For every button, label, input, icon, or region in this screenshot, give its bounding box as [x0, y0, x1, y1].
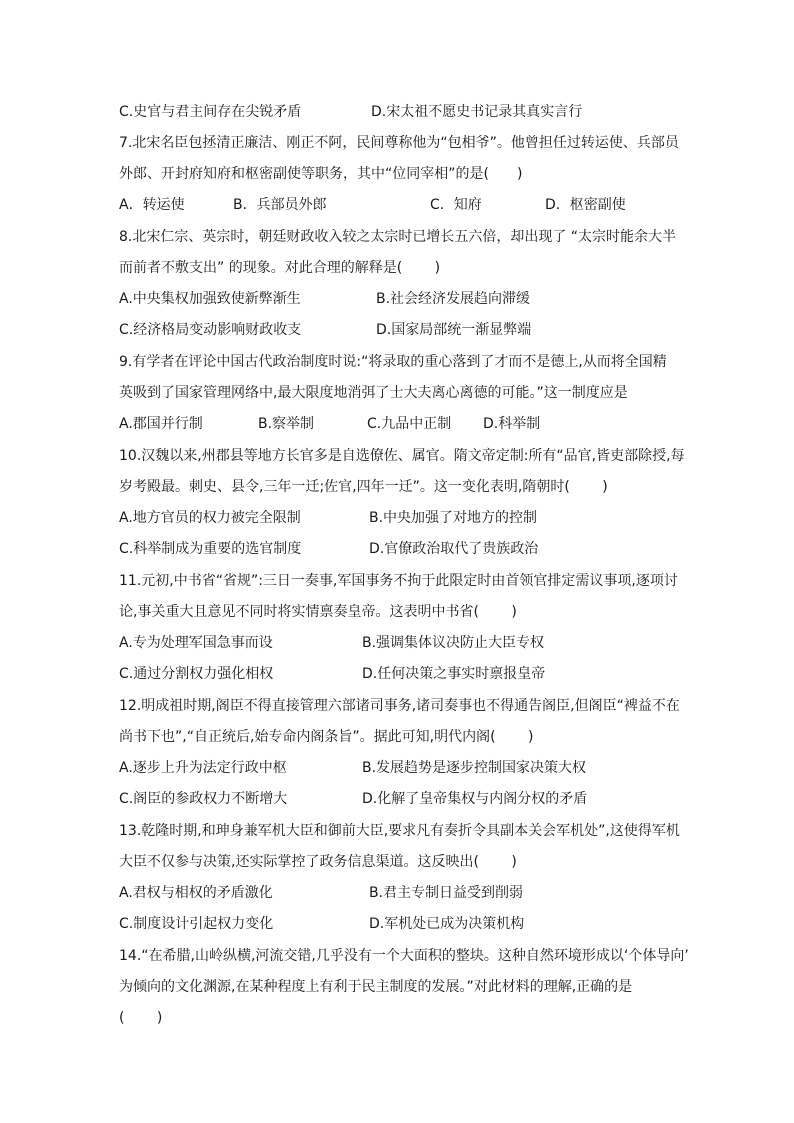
- q9-stem-line-1: 9.有学者在评论中国古代政治制度时说:“将录取的重心落到了才而不是德上,从而将全国精: [119, 354, 667, 370]
- q11-option-a: A.专为处理军国急事而设: [119, 635, 273, 651]
- q13-stem-line-1: 13.乾隆时期,和珅身兼军机大臣和御前大臣,要求凡有奏折令具副本关会军机处”,这使得军机: [119, 823, 680, 839]
- q8-stem-line-2: 而前者不敷支出” 的现象。对此合理的解释是( ): [119, 260, 441, 276]
- q9-option-b: B.察举制: [258, 416, 315, 432]
- q10-option-c: C.科举制成为重要的选官制度: [119, 541, 302, 557]
- q10-stem-line-1: 10.汉魏以来,州郡县等地方长官多是自选僚佐、属官。隋文帝定制:所有“品官,皆吏部除授,每: [119, 448, 685, 464]
- q14-answer-blank: ( ): [119, 1010, 163, 1026]
- q12-option-c: C.阁臣的参政权力不断增大: [119, 791, 288, 807]
- q12-option-d: D.化解了皇帝集权与内阁分权的矛盾: [362, 791, 588, 807]
- q8-stem-line-1: 8.北宋仁宗、英宗时，朝廷财政收入较之太宗时已增长五六倍，却出现了 “太宗时能余大半: [119, 229, 677, 245]
- q12-option-b: B.发展趋势是逐步控制国家决策大权: [362, 760, 587, 776]
- q10-option-a: A.地方官员的权力被完全限制: [119, 510, 301, 526]
- q11-option-c: C.通过分割权力强化相权: [119, 666, 274, 682]
- q14-stem-line-2: 为倾向的文化渊源,在某种程度上有利于民主制度的发展。”对此材料的理解,正确的是: [119, 979, 633, 995]
- q7-stem-line-2: 外郎、开封府知府和枢密副使等职务，其中“位同宰相”的是( ): [119, 166, 523, 182]
- q12-stem-line-2: 尚书下也”,“自正统后,始专命内阁条旨”。据此可知,明代内阁( ): [119, 729, 534, 745]
- q9-stem-line-2: 英吸到了国家管理网络中,最大限度地消弭了士大夫离心离德的可能。”这一制度应是: [119, 385, 628, 401]
- q7-option-b: B．兵部员外郎: [233, 197, 327, 213]
- q13-option-b: B.君主专制日益受到削弱: [369, 885, 524, 901]
- q8-option-b: B.社会经济发展趋向滞缓: [376, 291, 531, 307]
- q9-option-c: C.九品中正制: [367, 416, 452, 432]
- q12-stem-line-1: 12.明成祖时期,阁臣不得直接管理六部诸司事务,诸司奏事也不得通告阁臣,但阁臣“裨益不在: [119, 698, 680, 714]
- q13-option-d: D.军机处已成为决策机构: [369, 916, 525, 932]
- q8-option-a: A.中央集权加强致使新弊渐生: [119, 291, 301, 307]
- q13-option-c: C.制度设计引起权力变化: [119, 916, 274, 932]
- q14-stem-line-1: 14.“在希腊,山岭纵横,河流交错,几乎没有一个大面积的整块。这种自然环境形成以‘个体导向’: [119, 948, 689, 964]
- q8-option-c: C.经济格局变动影响财政收支: [119, 322, 302, 338]
- q13-option-a: A.君权与相权的矛盾激化: [119, 885, 273, 901]
- q10-option-d: D.官僚政治取代了贵族政治: [369, 541, 539, 557]
- q6-option-d: D.宋太祖不愿史书记录其真实言行: [371, 104, 583, 120]
- q11-option-d: D.任何决策之事实时禀报皇帝: [362, 666, 546, 682]
- q8-option-d: D.国家局部统一渐显弊端: [376, 322, 532, 338]
- q11-stem-line-2: 论,事关重大且意见不同时将实情禀奏皇帝。这表明中书省( ): [119, 604, 517, 620]
- q10-stem-line-2: 岁考殿最。刺史、县令,三年一迁;佐官,四年一迁”。这一变化表明,隋朝时( ): [119, 479, 608, 495]
- q12-option-a: A.逐步上升为法定行政中枢: [119, 760, 287, 776]
- q9-option-a: A.郡国并行制: [119, 416, 203, 432]
- q11-option-b: B.强调集体议决防止大臣专权: [362, 635, 545, 651]
- q6-option-c: C.史官与君主间存在尖锐矛盾: [119, 104, 302, 120]
- q7-option-c: C．知府: [430, 197, 482, 213]
- q9-option-d: D.科举制: [483, 416, 541, 432]
- q10-option-b: B.中央加强了对地方的控制: [369, 510, 538, 526]
- q7-stem-line-1: 7.北宋名臣包拯清正廉洁、刚正不阿，民间尊称他为“包相爷”。他曾担任过转运使、兵部员: [119, 135, 679, 151]
- q13-stem-line-2: 大臣不仅参与决策,还实际掌控了政务信息渠道。这反映出( ): [119, 854, 517, 870]
- q11-stem-line-1: 11.元初,中书省“省规”:三日一奏事,军国事务不拘于此限定时由首领官排定需议事项,逐项讨: [119, 573, 678, 589]
- q7-option-a: A．转运使: [119, 197, 185, 213]
- q7-option-d: D．枢密副使: [545, 197, 626, 213]
